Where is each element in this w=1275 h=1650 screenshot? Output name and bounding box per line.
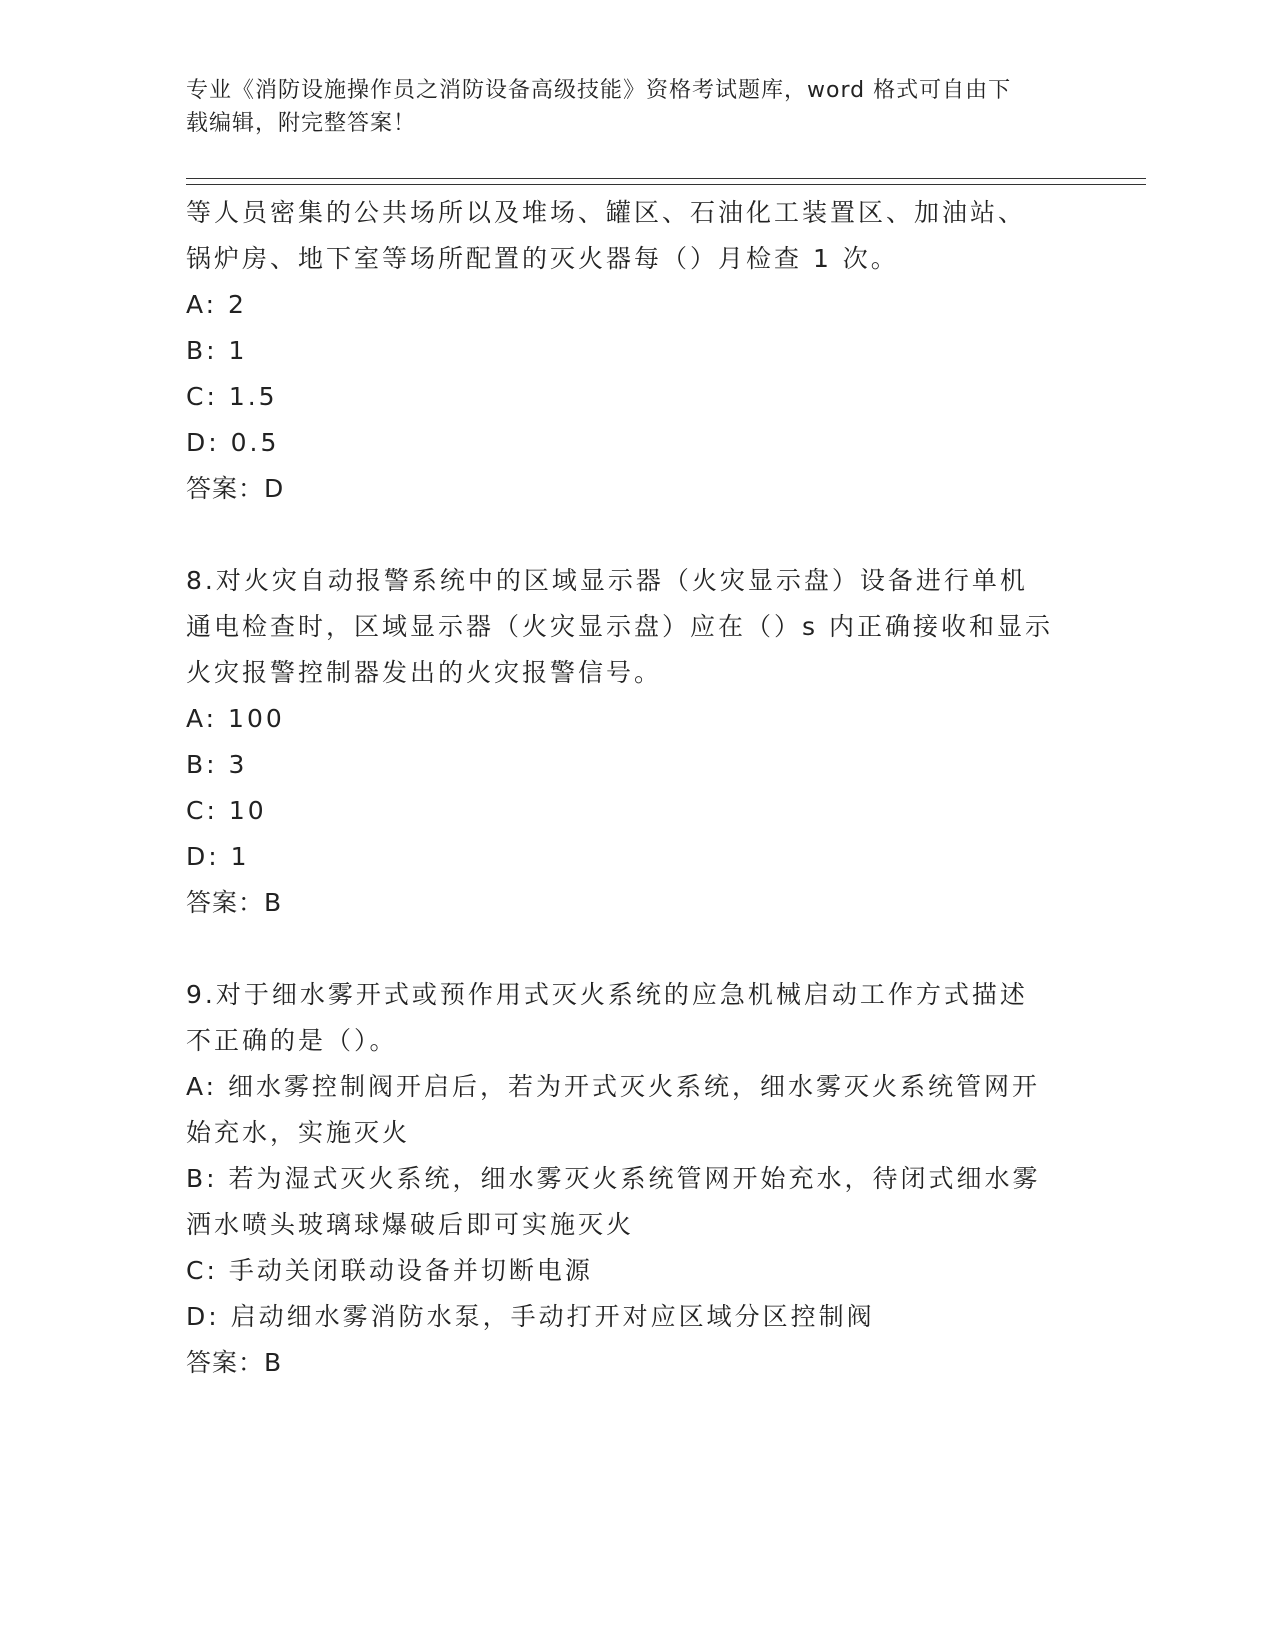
option-c: C: 手动关闭联动设备并切断电源 <box>186 1256 593 1285</box>
option-a: A: 细水雾控制阀开启后，若为开式灭火系统，细水雾灭火系统管网开 <box>186 1072 1041 1101</box>
answer-line: 答案：B <box>186 888 283 917</box>
question-8 <box>186 558 1086 926</box>
option-c: C: 1.5 <box>186 382 278 411</box>
answer-line: 答案：D <box>186 474 285 503</box>
option-a: A: 100 <box>186 704 285 733</box>
page-header <box>186 74 1066 140</box>
header-line-2: 载编辑，附完整答案！ <box>186 111 417 136</box>
question-text-line: 锅炉房、地下室等场所配置的灭火器每（）月检查 1 次。 <box>186 244 899 273</box>
option-b: B: 3 <box>186 750 248 779</box>
question-text-line: 通电检查时，区域显示器（火灾显示盘）应在（）s 内正确接收和显示 <box>186 612 1053 641</box>
question-9 <box>186 972 1086 1386</box>
option-a: A: 2 <box>186 290 247 319</box>
option-c: C: 10 <box>186 796 267 825</box>
option-b: B: 若为湿式灭火系统，细水雾灭火系统管网开始充水，待闭式细水雾 <box>186 1164 1041 1193</box>
option-d: D: 1 <box>186 842 250 871</box>
spacer <box>186 926 1086 972</box>
question-content <box>186 190 1086 1386</box>
question-text-line: 火灾报警控制器发出的火灾报警信号。 <box>186 658 663 687</box>
option-d: D: 0.5 <box>186 428 280 457</box>
option-b: B: 1 <box>186 336 248 365</box>
question-text-line: 等人员密集的公共场所以及堆场、罐区、石油化工装置区、加油站、 <box>186 198 1027 227</box>
header-divider <box>186 178 1146 185</box>
question-text-line: 8.对火灾自动报警系统中的区域显示器（火灾显示盘）设备进行单机 <box>186 566 1028 595</box>
question-7 <box>186 190 1086 512</box>
option-d: D: 启动细水雾消防水泵，手动打开对应区域分区控制阀 <box>186 1302 875 1331</box>
option-a-continued: 始充水，实施灭火 <box>186 1118 411 1147</box>
spacer <box>186 512 1086 558</box>
header-line-1: 专业《消防设施操作员之消防设备高级技能》资格考试题库，word 格式可自由下 <box>186 78 1012 103</box>
answer-line: 答案：B <box>186 1348 283 1377</box>
question-text-line: 9.对于细水雾开式或预作用式灭火系统的应急机械启动工作方式描述 <box>186 980 1028 1009</box>
option-b-continued: 洒水喷头玻璃球爆破后即可实施灭火 <box>186 1210 635 1239</box>
question-text-line: 不正确的是（）。 <box>186 1026 398 1055</box>
